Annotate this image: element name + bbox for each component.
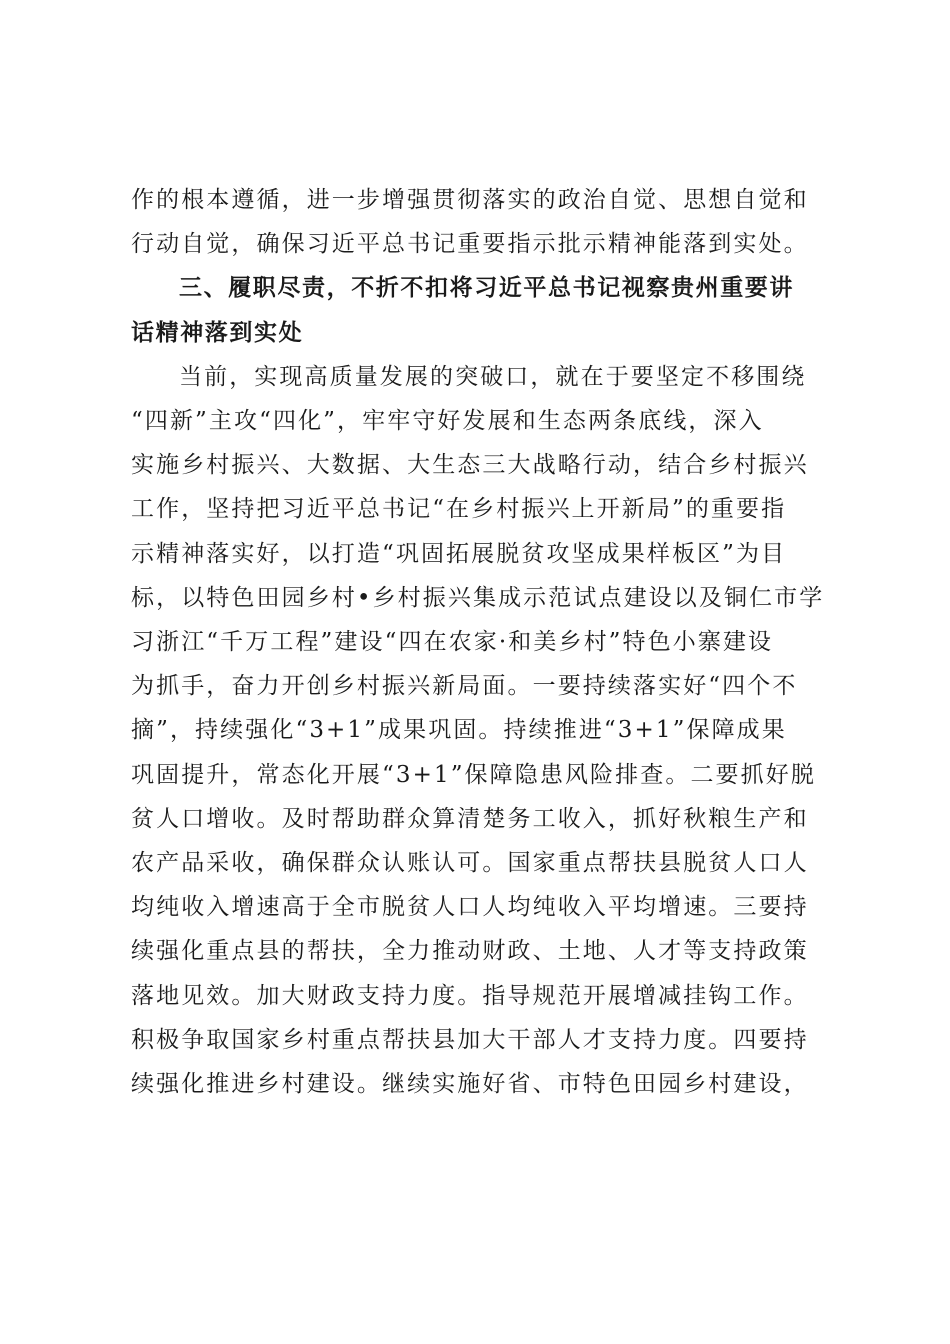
text-line: 巩固提升，常态化开展“3+1”保障隐患风险排查。二要抓好脱 (131, 761, 816, 788)
text-line: 实施乡村振兴、大数据、大生态三大战略行动，结合乡村振兴 (131, 452, 809, 479)
section-heading (131, 266, 821, 354)
heading-line: 话精神落到实处 (131, 319, 304, 346)
text-line: 农产品采收，确保群众认账认可。国家重点帮扶县脱贫人口人 (131, 850, 809, 877)
text-line: 续强化推进乡村建设。继续实施好省、市特色田园乡村建设， (131, 1071, 809, 1098)
paragraph-body (131, 355, 825, 1106)
text-line: 习浙江“千万工程”建设“四在农家·和美乡村”特色小寨建设 (131, 629, 774, 656)
heading-line: 三、履职尽责，不折不扣将习近平总书记视察贵州重要讲 (179, 275, 794, 302)
text-line: 为抓手，奋力开创乡村振兴新局面。一要持续落实好“四个不 (131, 673, 798, 700)
text-line: 标，以特色田园乡村•乡村振兴集成示范试点建设以及铜仁市学 (131, 584, 825, 611)
text-line: “四新”主攻“四化”，牢牢守好发展和生态两条底线，深入 (131, 408, 764, 435)
text-line: 续强化重点县的帮扶，全力推动财政、土地、人才等支持政策 (131, 938, 809, 965)
text-line: 落地见效。加大财政支持力度。指导规范开展增减挂钩工作。 (131, 982, 809, 1009)
text-line: 作的根本遵循，进一步增强贯彻落实的政治自觉、思想自觉和 (131, 187, 809, 213)
text-line: 行动自觉，确保习近平总书记重要指示批示精神能落到实处。 (131, 231, 809, 258)
text-line: 摘”，持续强化“3+1”成果巩固。持续推进“3+1”保障成果 (131, 717, 787, 744)
document-body (131, 178, 825, 1106)
text-line: 贫人口增收。及时帮助群众算清楚务工收入，抓好秋粮生产和 (131, 805, 809, 832)
text-line: 积极争取国家乡村重点帮扶县加大干部人才支持力度。四要持 (131, 1026, 809, 1053)
text-line: 当前，实现高质量发展的突破口，就在于要坚定不移围绕 (179, 363, 807, 390)
text-line: 示精神落实好，以打造“巩固拓展脱贫攻坚成果样板区”为目 (131, 540, 787, 567)
text-line: 工作，坚持把习近平总书记“在乡村振兴上开新局”的重要指 (131, 496, 787, 523)
paragraph-continuation (131, 178, 821, 266)
text-line: 均纯收入增速高于全市脱贫人口人均纯收入平均增速。三要持 (131, 894, 809, 921)
